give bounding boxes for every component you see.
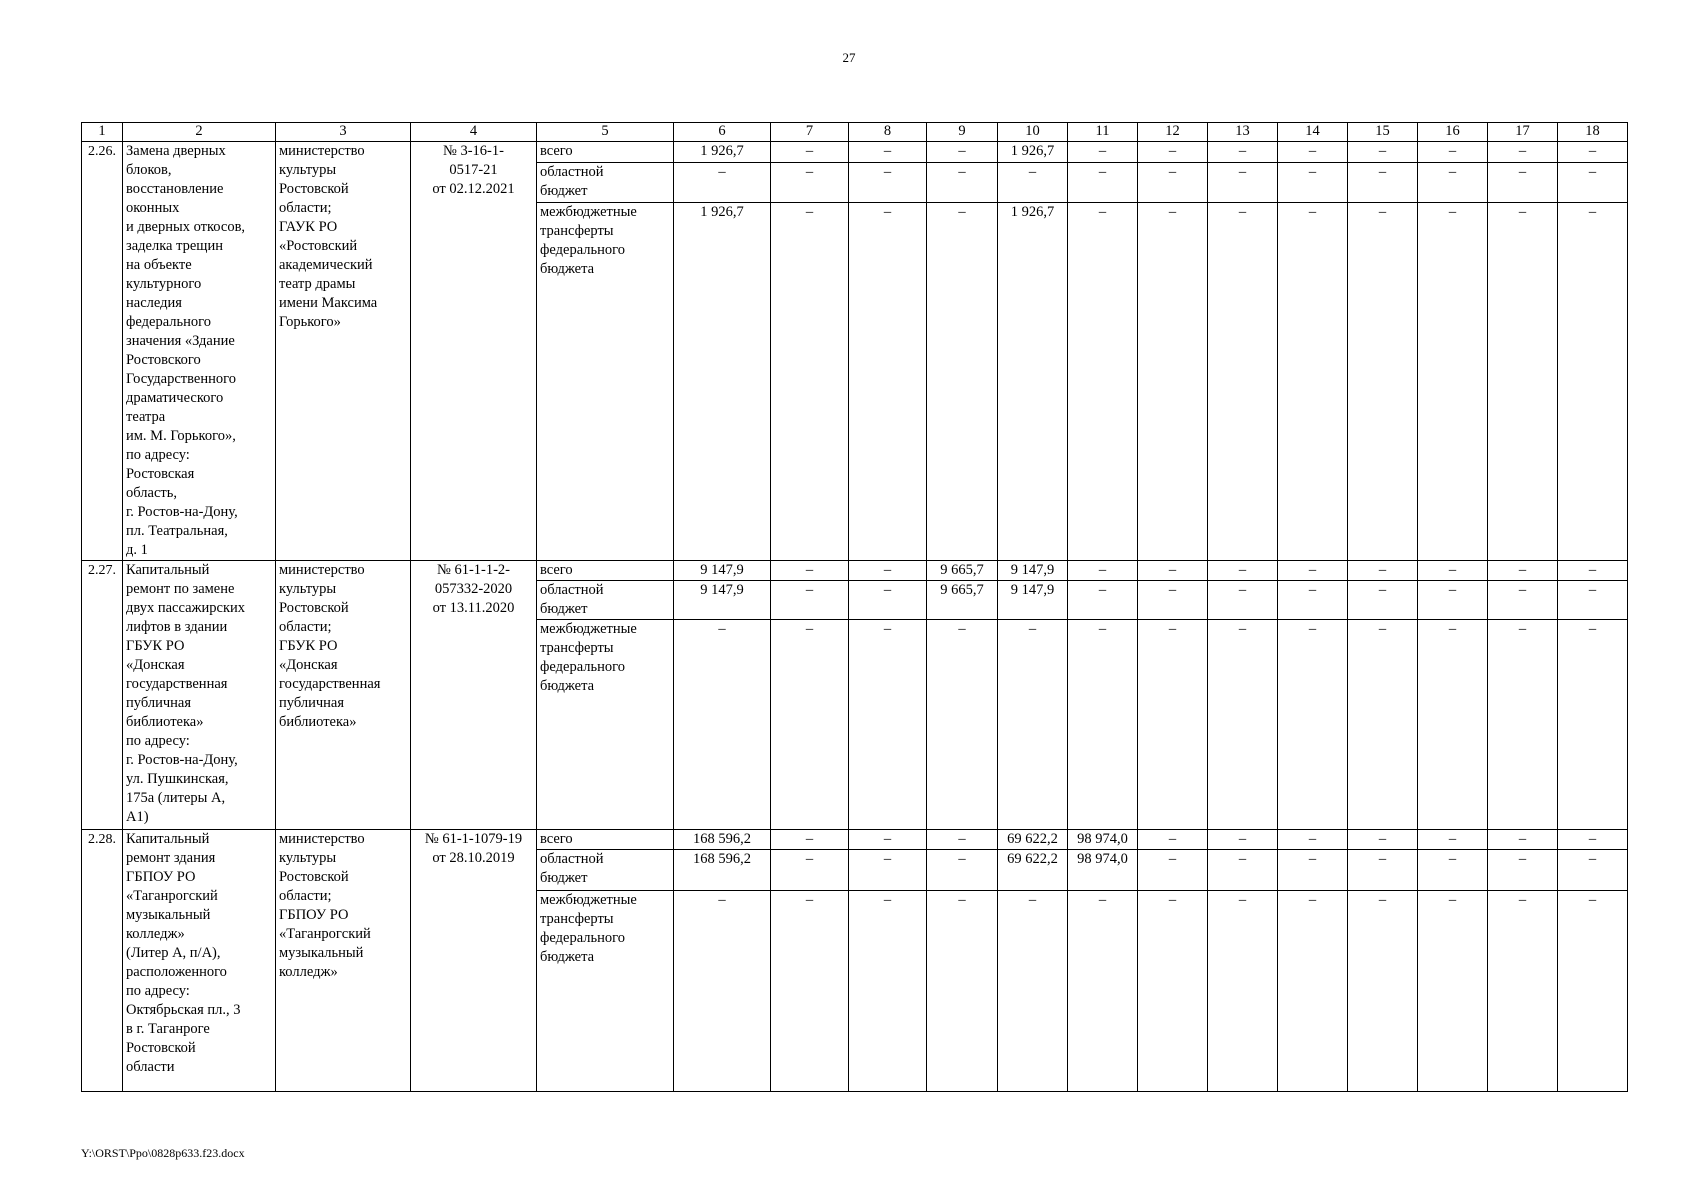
amount-cell: – xyxy=(1068,203,1138,561)
item-number: 2.27. xyxy=(82,561,123,830)
item-description: Капитальный ремонт по замене двух пассажирских лифтов в здании ГБУК РО «Донская государственная публичная библиотека» по адресу: г. Ростов-на-Дону, ул. Пушкинская, 175а (литеры А, А1) xyxy=(123,561,276,830)
amount-cell: 1 926,7 xyxy=(674,142,771,163)
amount-cell: – xyxy=(998,162,1068,203)
amount-cell: – xyxy=(1488,620,1558,830)
amount-cell: – xyxy=(1138,581,1208,620)
column-number: 10 xyxy=(998,123,1068,142)
amount-cell: – xyxy=(1278,162,1348,203)
amount-cell: – xyxy=(1558,891,1628,1092)
amount-cell: – xyxy=(1488,162,1558,203)
amount-cell: – xyxy=(927,620,998,830)
amount-cell: – xyxy=(1558,581,1628,620)
amount-cell: – xyxy=(1488,830,1558,850)
amount-cell: – xyxy=(1208,830,1278,850)
amount-cell: – xyxy=(674,891,771,1092)
amount-cell: – xyxy=(771,203,849,561)
amount-cell: – xyxy=(998,620,1068,830)
table-body xyxy=(82,142,1628,1092)
item-document: № 3-16-1- 0517-21 от 02.12.2021 xyxy=(411,142,537,561)
column-number: 5 xyxy=(537,123,674,142)
funding-source: всего xyxy=(537,561,674,581)
amount-cell: – xyxy=(1418,581,1488,620)
amount-cell: – xyxy=(998,891,1068,1092)
funding-source: межбюджетные трансферты федерального бюджета xyxy=(537,891,674,1092)
amount-cell: – xyxy=(1348,142,1418,163)
amount-cell: – xyxy=(1488,142,1558,163)
amount-cell: – xyxy=(927,162,998,203)
amount-cell: – xyxy=(771,891,849,1092)
amount-cell: – xyxy=(1348,850,1418,891)
table-row xyxy=(82,830,1628,850)
amount-cell: – xyxy=(849,162,927,203)
amount-cell: – xyxy=(1418,850,1488,891)
table-row xyxy=(82,142,1628,163)
item-executor: министерство культуры Ростовской области; ГБПОУ РО «Таганрогский музыкальный колледж» xyxy=(276,830,411,1092)
amount-cell: – xyxy=(1208,891,1278,1092)
funding-source: межбюджетные трансферты федерального бюджета xyxy=(537,203,674,561)
amount-cell: – xyxy=(1208,203,1278,561)
amount-cell: – xyxy=(1208,142,1278,163)
column-number: 4 xyxy=(411,123,537,142)
amount-cell: – xyxy=(1418,561,1488,581)
amount-cell: 1 926,7 xyxy=(674,203,771,561)
column-number: 12 xyxy=(1138,123,1208,142)
amount-cell: – xyxy=(1138,891,1208,1092)
amount-cell: – xyxy=(1558,162,1628,203)
amount-cell: – xyxy=(1348,203,1418,561)
amount-cell: – xyxy=(1208,162,1278,203)
amount-cell: 98 974,0 xyxy=(1068,830,1138,850)
item-description: Замена дверных блоков, восстановление оконных и дверных откосов, заделка трещин на объекте культурного наследия федерального значения «Здание Ростовского Государственного драматического театра им. М. Горького», по адресу: Ростовская область, г. Ростов-на-Дону, пл. Театральная, д. 1 xyxy=(123,142,276,561)
amount-cell: – xyxy=(1278,850,1348,891)
column-number: 2 xyxy=(123,123,276,142)
amount-cell: – xyxy=(1348,162,1418,203)
table-row xyxy=(82,561,1628,581)
amount-cell: 69 622,2 xyxy=(998,850,1068,891)
funding-source: межбюджетные трансферты федерального бюджета xyxy=(537,620,674,830)
amount-cell: – xyxy=(771,620,849,830)
amount-cell: – xyxy=(771,850,849,891)
amount-cell: – xyxy=(1558,561,1628,581)
amount-cell: – xyxy=(849,561,927,581)
amount-cell: – xyxy=(849,620,927,830)
amount-cell: – xyxy=(1068,162,1138,203)
amount-cell: – xyxy=(927,850,998,891)
amount-cell: – xyxy=(1138,830,1208,850)
funding-table xyxy=(81,122,1628,1092)
amount-cell: – xyxy=(1208,620,1278,830)
amount-cell: – xyxy=(771,830,849,850)
amount-cell: – xyxy=(1418,142,1488,163)
header-row xyxy=(82,123,1628,142)
amount-cell: – xyxy=(1418,203,1488,561)
amount-cell: – xyxy=(927,830,998,850)
funding-source: областной бюджет xyxy=(537,162,674,203)
amount-cell: – xyxy=(1068,620,1138,830)
amount-cell: – xyxy=(1208,850,1278,891)
item-document: № 61-1-1-2- 057332-2020 от 13.11.2020 xyxy=(411,561,537,830)
item-document: № 61-1-1079-19 от 28.10.2019 xyxy=(411,830,537,1092)
amount-cell: – xyxy=(927,891,998,1092)
item-executor: министерство культуры Ростовской области; ГАУК РО «Ростовский академический театр драмы имени Максима Горького» xyxy=(276,142,411,561)
amount-cell: – xyxy=(1068,891,1138,1092)
item-number: 2.26. xyxy=(82,142,123,561)
amount-cell: – xyxy=(1068,142,1138,163)
amount-cell: – xyxy=(674,620,771,830)
amount-cell: – xyxy=(1348,561,1418,581)
amount-cell: – xyxy=(849,891,927,1092)
amount-cell: – xyxy=(1418,162,1488,203)
amount-cell: – xyxy=(1278,891,1348,1092)
amount-cell: – xyxy=(771,162,849,203)
amount-cell: – xyxy=(849,581,927,620)
amount-cell: 9 665,7 xyxy=(927,561,998,581)
amount-cell: 9 147,9 xyxy=(674,561,771,581)
amount-cell: – xyxy=(1208,581,1278,620)
amount-cell: 9 665,7 xyxy=(927,581,998,620)
amount-cell: 9 147,9 xyxy=(998,581,1068,620)
column-number: 14 xyxy=(1278,123,1348,142)
amount-cell: – xyxy=(1068,561,1138,581)
funding-source: всего xyxy=(537,142,674,163)
amount-cell: – xyxy=(849,850,927,891)
amount-cell: 98 974,0 xyxy=(1068,850,1138,891)
amount-cell: – xyxy=(674,162,771,203)
amount-cell: – xyxy=(771,142,849,163)
amount-cell: 168 596,2 xyxy=(674,850,771,891)
amount-cell: – xyxy=(1488,581,1558,620)
amount-cell: – xyxy=(1138,162,1208,203)
page-number: 27 xyxy=(842,50,856,65)
amount-cell: – xyxy=(1138,850,1208,891)
column-number: 18 xyxy=(1558,123,1628,142)
amount-cell: – xyxy=(1278,203,1348,561)
item-description: Капитальный ремонт здания ГБПОУ РО «Таганрогский музыкальный колледж» (Литер А, п/А), расположенного по адресу: Октябрьская пл., 3 в г. Таганроге Ростовской области xyxy=(123,830,276,1092)
column-number: 13 xyxy=(1208,123,1278,142)
amount-cell: – xyxy=(1418,891,1488,1092)
amount-cell: – xyxy=(1558,850,1628,891)
funding-source: областной бюджет xyxy=(537,850,674,891)
amount-cell: – xyxy=(1348,891,1418,1092)
amount-cell: 69 622,2 xyxy=(998,830,1068,850)
amount-cell: – xyxy=(1138,142,1208,163)
column-number: 17 xyxy=(1488,123,1558,142)
amount-cell: – xyxy=(1558,142,1628,163)
amount-cell: – xyxy=(1138,561,1208,581)
column-number: 8 xyxy=(849,123,927,142)
amount-cell: – xyxy=(1558,620,1628,830)
item-executor: министерство культуры Ростовской области; ГБУК РО «Донская государственная публичная библиотека» xyxy=(276,561,411,830)
amount-cell: – xyxy=(771,581,849,620)
amount-cell: – xyxy=(1138,620,1208,830)
amount-cell: – xyxy=(1488,850,1558,891)
amount-cell: 1 926,7 xyxy=(998,142,1068,163)
item-number: 2.28. xyxy=(82,830,123,1092)
table-header xyxy=(82,123,1628,142)
amount-cell: – xyxy=(927,142,998,163)
column-number: 16 xyxy=(1418,123,1488,142)
amount-cell: – xyxy=(1278,142,1348,163)
amount-cell: – xyxy=(849,142,927,163)
amount-cell: – xyxy=(849,830,927,850)
amount-cell: – xyxy=(771,561,849,581)
column-number: 7 xyxy=(771,123,849,142)
amount-cell: – xyxy=(1278,561,1348,581)
amount-cell: – xyxy=(1278,620,1348,830)
column-number: 3 xyxy=(276,123,411,142)
file-path: Y:\ORST\Ppo\0828p633.f23.docx xyxy=(81,1146,245,1160)
column-number: 6 xyxy=(674,123,771,142)
amount-cell: – xyxy=(1558,203,1628,561)
column-number: 11 xyxy=(1068,123,1138,142)
column-number: 15 xyxy=(1348,123,1418,142)
amount-cell: 168 596,2 xyxy=(674,830,771,850)
amount-cell: – xyxy=(1348,620,1418,830)
amount-cell: – xyxy=(1488,203,1558,561)
amount-cell: – xyxy=(1278,830,1348,850)
amount-cell: – xyxy=(1558,830,1628,850)
amount-cell: – xyxy=(1418,830,1488,850)
amount-cell: – xyxy=(1348,581,1418,620)
amount-cell: – xyxy=(1488,891,1558,1092)
amount-cell: – xyxy=(1418,620,1488,830)
amount-cell: – xyxy=(1348,830,1418,850)
amount-cell: – xyxy=(927,203,998,561)
amount-cell: – xyxy=(849,203,927,561)
amount-cell: – xyxy=(1138,203,1208,561)
amount-cell: 9 147,9 xyxy=(998,561,1068,581)
amount-cell: – xyxy=(1278,581,1348,620)
amount-cell: – xyxy=(1488,561,1558,581)
amount-cell: 9 147,9 xyxy=(674,581,771,620)
funding-source: областной бюджет xyxy=(537,581,674,620)
column-number: 1 xyxy=(82,123,123,142)
column-number: 9 xyxy=(927,123,998,142)
amount-cell: – xyxy=(1068,581,1138,620)
amount-cell: 1 926,7 xyxy=(998,203,1068,561)
amount-cell: – xyxy=(1208,561,1278,581)
funding-source: всего xyxy=(537,830,674,850)
